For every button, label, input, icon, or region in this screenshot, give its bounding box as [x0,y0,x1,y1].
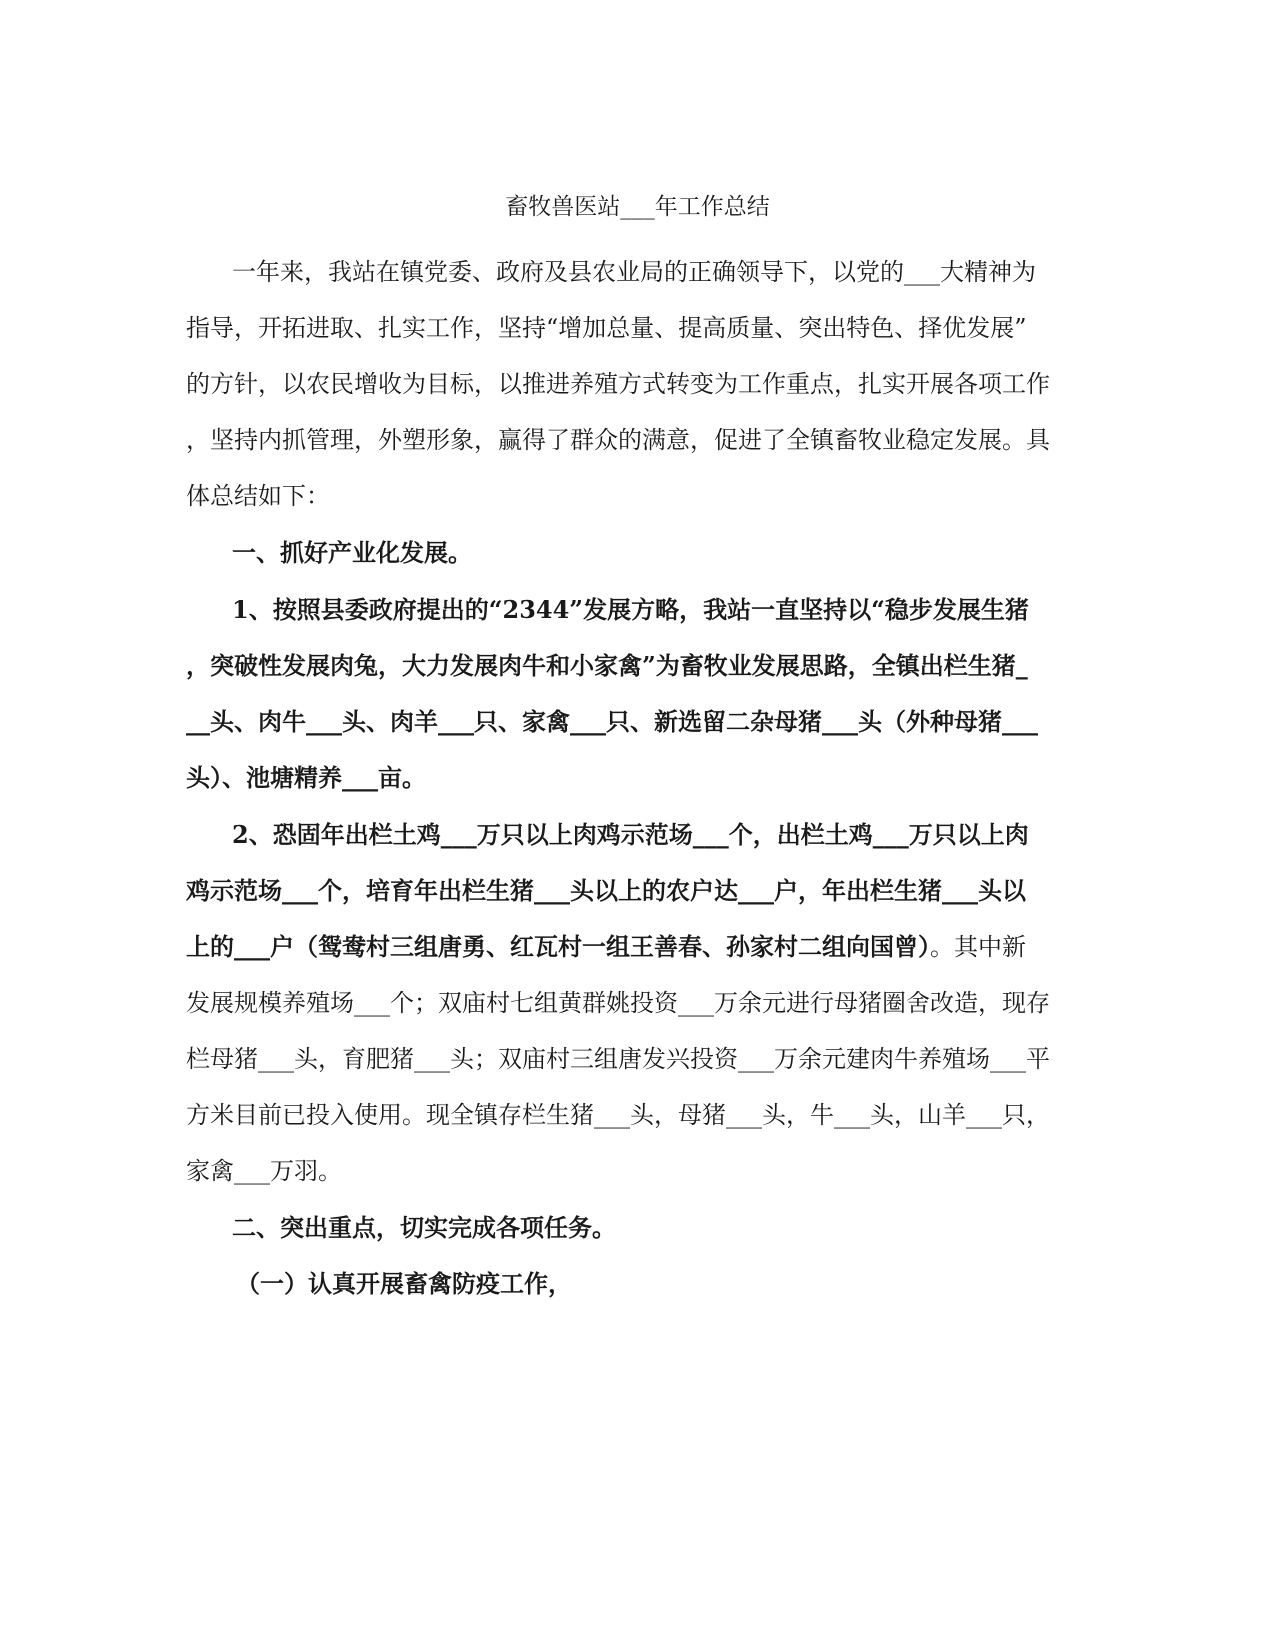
item-2-line-1: 2、恐固年出栏土鸡___万只以上肉鸡示范场___个，出栏土鸡___万只以上肉 [232,820,1029,849]
item-1-line-3: __头、肉牛___头、肉羊___只、家禽___只、新选留二杂母猪___头（外种母猪___ [186,707,1038,736]
item-1-line-4: 头）、池塘精养___亩。 [186,763,426,792]
item-2-line-2: 鸡示范场___个，培育年出栏生猪___头以上的农户达___户，年出栏生猪___头以 [186,876,1026,905]
item-1-line-2: ，突破性发展肉兔，大力发展肉牛和小家禽”为畜牧业发展思路，全镇出栏生猪_ [186,651,1028,680]
item-2-line-3 [186,931,1078,963]
item-2-bold-part: 上的___户（鸳鸯村三组唐勇、红瓦村一组王善春、孙家村二组向国曾） [186,932,930,961]
intro-line-2: 指导，开拓进取、扎实工作，坚持“增加总量、提高质量、突出特色、择优发展” [186,314,1027,342]
intro-line-4: ，坚持内抓管理，外塑形象，赢得了群众的满意，促进了全镇畜牧业稳定发展。具 [186,426,1050,454]
section-2-heading: 二、突出重点，切实完成各项任务。 [232,1213,616,1242]
item-1-line-1: 1、按照县委政府提出的“2344”发展方略，我站一直坚持以“稳步发展生猪 [232,595,1029,624]
item-2-line-5: 栏母猪___头，育肥猪___头；双庙村三组唐发兴投资___万余元建肉牛养殖场___平 [186,1045,1050,1073]
item-2-line-4: 发展规模养殖场___个；双庙村七组黄群姚投资___万余元进行母猪圈舍改造，现存 [186,989,1050,1017]
intro-line-3: 的方针，以农民增收为目标，以推进养殖方式转变为工作重点，扎实开展各项工作 [186,370,1050,398]
item-2-line-7: 家禽___万羽。 [186,1157,342,1185]
section-1-heading: 一、抓好产业化发展。 [232,538,472,567]
document-title: 畜牧兽医站___年工作总结 [505,194,770,220]
subsection-1-heading: （一）认真开展畜禽防疫工作， [236,1269,572,1298]
intro-line-5: 体总结如下： [186,482,330,510]
item-2-normal-part: 。其中新 [930,933,1026,961]
intro-line-1: 一年来，我站在镇党委、政府及县农业局的正确领导下，以党的___大精神为 [232,258,1036,286]
item-2-line-6: 方米目前已投入使用。现全镇存栏生猪___头，母猪___头，牛___头，山羊___只， [186,1101,1050,1129]
